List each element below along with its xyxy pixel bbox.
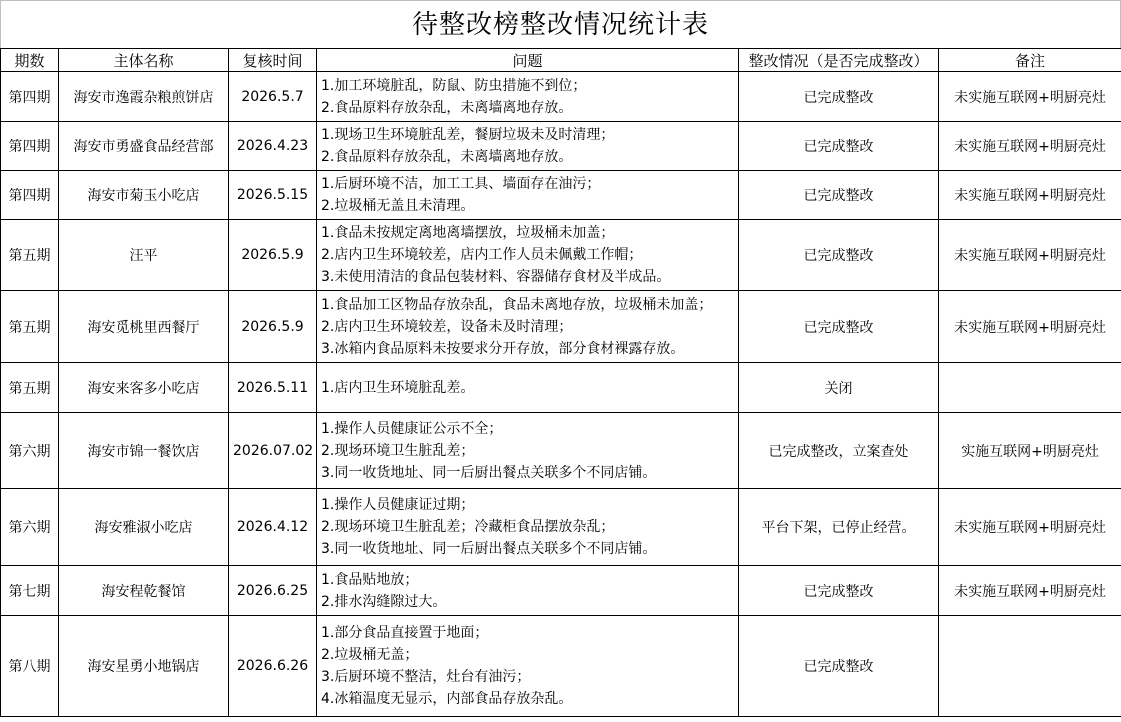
cell-period: 第四期 [1, 171, 59, 220]
cell-period: 第四期 [1, 122, 59, 171]
header-status: 整改情况（是否完成整改） [739, 49, 939, 72]
table-row [1, 566, 1121, 616]
cell-issues [317, 363, 739, 413]
issue-line: 1.操作人员健康证过期； [321, 497, 475, 513]
cell-date: 2026.4.12 [229, 489, 317, 566]
issue-line: 3.同一收货地址、同一后厨出餐点关联多个不同店铺。 [321, 541, 657, 557]
cell-issues [317, 171, 739, 220]
issue-line: 1.加工环境脏乱，防鼠、防虫措施不到位； [321, 77, 587, 94]
table-row [1, 363, 1121, 413]
cell-status: 已完成整改 [739, 616, 939, 717]
cell-note: 实施互联网+明厨亮灶 [939, 413, 1121, 489]
cell-date: 2026.5.11 [229, 363, 317, 413]
cell-status: 已完成整改 [739, 72, 939, 122]
issue-line: 2.现场环境卫生脏乱差； [321, 442, 475, 459]
cell-status: 已完成整改，立案查处 [739, 413, 939, 489]
issue-line: 1.部分食品直接置于地面； [321, 625, 489, 641]
issue-line: 2.排水沟缝隙过大。 [321, 593, 447, 610]
table-row [1, 220, 1121, 291]
cell-date: 2026.5.15 [229, 171, 317, 220]
issue-line: 1.现场卫生环境脏乱差，餐厨垃圾未及时清理； [321, 127, 615, 143]
issue-line: 2.垃圾桶无盖且未清理。 [321, 198, 475, 214]
cell-status: 已完成整改 [739, 566, 939, 616]
cell-status: 关闭 [739, 363, 939, 413]
cell-issues [317, 122, 739, 171]
cell-period: 第四期 [1, 72, 59, 122]
cell-name: 海安市菊玉小吃店 [59, 171, 229, 220]
cell-period: 第六期 [1, 413, 59, 489]
issue-line: 4.冰箱温度无显示，内部食品存放杂乱。 [321, 691, 573, 707]
cell-note: 未实施互联网+明厨亮灶 [939, 489, 1121, 566]
cell-period: 第八期 [1, 616, 59, 717]
cell-note: 未实施互联网+明厨亮灶 [939, 566, 1121, 616]
cell-issues [317, 291, 739, 363]
cell-note: 未实施互联网+明厨亮灶 [939, 291, 1121, 363]
cell-status: 已完成整改 [739, 122, 939, 171]
cell-name: 海安市锦一餐饮店 [59, 413, 229, 489]
cell-name: 海安觅桃里西餐厅 [59, 291, 229, 363]
issue-line: 1.店内卫生环境脏乱差。 [321, 379, 475, 396]
cell-name: 海安市勇盛食品经营部 [59, 122, 229, 171]
table-row [1, 171, 1121, 220]
issue-line: 2.食品原料存放杂乱，未离墙离地存放。 [321, 149, 573, 165]
cell-status: 已完成整改 [739, 291, 939, 363]
cell-period: 第七期 [1, 566, 59, 616]
cell-note: 未实施互联网+明厨亮灶 [939, 122, 1121, 171]
cell-status: 已完成整改 [739, 171, 939, 220]
cell-name: 海安来客多小吃店 [59, 363, 229, 413]
issue-line: 3.冰箱内食品原料未按要求分开存放，部分食材裸露存放。 [321, 340, 685, 357]
issue-line: 1.食品未按规定离地离墙摆放，垃圾桶未加盖； [321, 225, 615, 241]
cell-issues [317, 413, 739, 489]
table-row [1, 616, 1121, 717]
issue-line: 3.同一收货地址、同一后厨出餐点关联多个不同店铺。 [321, 464, 657, 481]
cell-date: 2026.5.9 [229, 291, 317, 363]
table-row [1, 72, 1121, 122]
issue-line: 2.店内卫生环境较差，设备未及时清理； [321, 318, 573, 335]
cell-note [939, 616, 1121, 717]
cell-note: 未实施互联网+明厨亮灶 [939, 171, 1121, 220]
cell-issues [317, 616, 739, 717]
table-row [1, 489, 1121, 566]
cell-date: 2026.6.26 [229, 616, 317, 717]
cell-issues [317, 489, 739, 566]
issue-line: 2.垃圾桶无盖； [321, 647, 419, 663]
issue-line: 3.后厨环境不整洁，灶台有油污； [321, 669, 531, 685]
cell-issues [317, 566, 739, 616]
cell-note: 未实施互联网+明厨亮灶 [939, 220, 1121, 291]
cell-period: 第五期 [1, 220, 59, 291]
header-period: 期数 [1, 49, 59, 72]
cell-issues [317, 72, 739, 122]
issue-line: 1.食品加工区物品存放杂乱，食品未离地存放，垃圾桶未加盖； [321, 296, 713, 313]
issue-line: 2.现场环境卫生脏乱差；冷藏柜食品摆放杂乱； [321, 519, 615, 535]
table-row [1, 291, 1121, 363]
header-row [1, 49, 1121, 72]
page-title: 待整改榜整改情况统计表 [0, 0, 1121, 48]
issue-line: 2.食品原料存放杂乱，未离墙离地存放。 [321, 99, 573, 116]
issue-line: 2.店内卫生环境较差，店内工作人员未佩戴工作帽； [321, 247, 643, 263]
issue-line: 1.操作人员健康证公示不全； [321, 420, 503, 437]
cell-date: 2026.4.23 [229, 122, 317, 171]
header-note: 备注 [939, 49, 1121, 72]
cell-name: 海安市逸霞杂粮煎饼店 [59, 72, 229, 122]
table-row [1, 413, 1121, 489]
cell-note: 未实施互联网+明厨亮灶 [939, 72, 1121, 122]
rectification-table [0, 48, 1121, 717]
cell-date: 2026.5.7 [229, 72, 317, 122]
cell-note [939, 363, 1121, 413]
cell-status: 已完成整改 [739, 220, 939, 291]
cell-name: 海安雅淑小吃店 [59, 489, 229, 566]
cell-period: 第五期 [1, 291, 59, 363]
cell-period: 第五期 [1, 363, 59, 413]
cell-status: 平台下架，已停止经营。 [739, 489, 939, 566]
cell-name: 海安程乾餐馆 [59, 566, 229, 616]
cell-date: 2026.07.02 [229, 413, 317, 489]
issue-line: 1.食品贴地放； [321, 571, 419, 588]
table-body [1, 72, 1121, 717]
issue-line: 1.后厨环境不洁，加工工具、墙面存在油污； [321, 176, 601, 192]
cell-issues [317, 220, 739, 291]
cell-name: 汪平 [59, 220, 229, 291]
header-issues: 问题 [317, 49, 739, 72]
cell-name: 海安星勇小地锅店 [59, 616, 229, 717]
header-name: 主体名称 [59, 49, 229, 72]
table-row [1, 122, 1121, 171]
issue-line: 3.未使用清洁的食品包装材料、容器储存食材及半成品。 [321, 269, 671, 285]
cell-period: 第六期 [1, 489, 59, 566]
cell-date: 2026.5.9 [229, 220, 317, 291]
header-date: 复核时间 [229, 49, 317, 72]
cell-date: 2026.6.25 [229, 566, 317, 616]
